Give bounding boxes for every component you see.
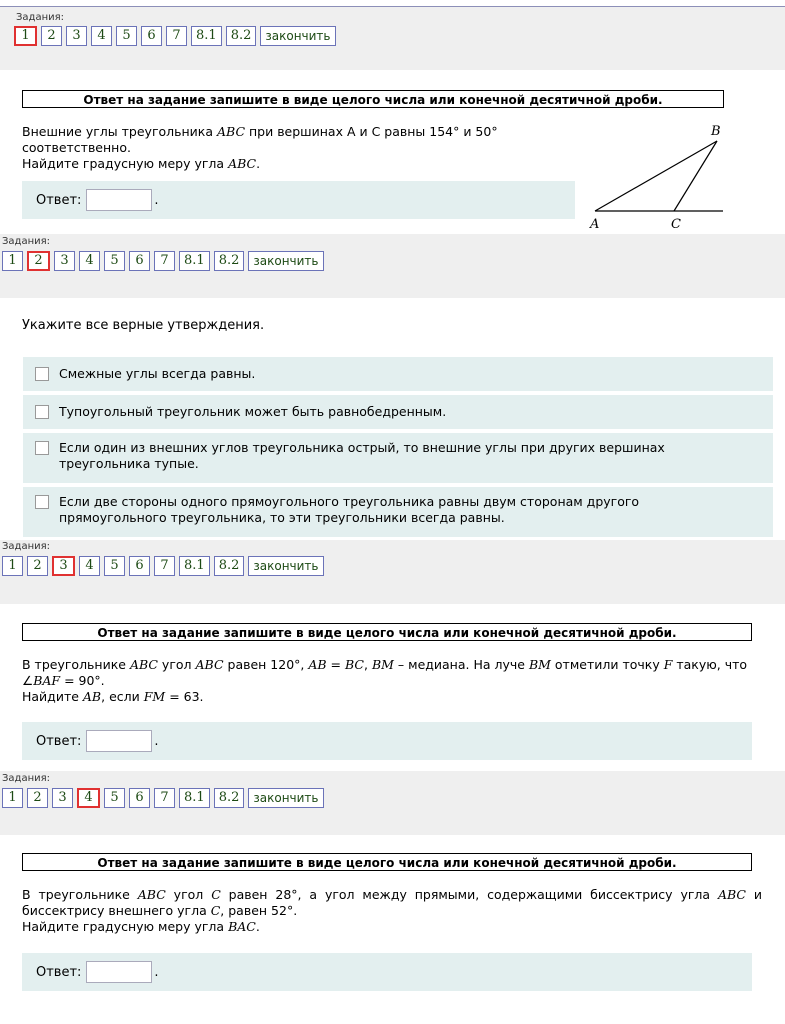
task-button-6[interactable]: 6: [129, 251, 150, 271]
option-1[interactable]: [23, 357, 773, 391]
option-4[interactable]: [23, 487, 773, 537]
task-nav-2: [0, 234, 785, 298]
nav-label: Задания:: [2, 236, 51, 247]
task-button-8-2[interactable]: 8.2: [214, 556, 245, 576]
task-nav-4: [0, 771, 785, 835]
task-button-7[interactable]: 7: [166, 26, 187, 46]
answer-box-3: [22, 722, 752, 760]
vertex-label-c: C: [671, 217, 681, 232]
task-button-5[interactable]: 5: [104, 556, 125, 576]
task-button-1[interactable]: 1: [14, 26, 37, 46]
nav-label: Задания:: [16, 12, 65, 23]
option-3[interactable]: [23, 433, 773, 483]
answer-instruction: Ответ на задание запишите в виде целого числа или конечной десятичной дроби.: [22, 623, 752, 641]
nav-label: Задания:: [2, 541, 51, 552]
answer-label: Ответ:: [36, 964, 82, 980]
task-button-8-1[interactable]: 8.1: [179, 556, 210, 576]
task-button-1[interactable]: 1: [2, 251, 23, 271]
option-1-checkbox[interactable]: [35, 367, 49, 381]
answer-input-4[interactable]: [86, 961, 152, 983]
task-button-2[interactable]: 2: [27, 251, 50, 271]
task-button-8-2[interactable]: 8.2: [226, 26, 257, 46]
option-3-label: Если один из внешних углов треугольника острый, то внешние углы при других вершинах треугольника тупые.: [59, 440, 665, 471]
answer-label: Ответ:: [36, 733, 82, 749]
task-button-4[interactable]: 4: [77, 788, 100, 808]
task-button-8-1[interactable]: 8.1: [179, 251, 210, 271]
task-button-2[interactable]: 2: [41, 26, 62, 46]
vertex-label-a: A: [590, 217, 600, 232]
task-button-4[interactable]: 4: [79, 251, 100, 271]
task-nav-3: [0, 540, 785, 604]
task-button-5[interactable]: 5: [104, 788, 125, 808]
task-button-1[interactable]: 1: [2, 788, 23, 808]
task-button-8-2[interactable]: 8.2: [214, 788, 245, 808]
option-2-label: Тупоугольный треугольник может быть равнобедренным.: [59, 404, 447, 419]
task-3-text: В треугольнике ABC угол ABC равен 120°, AB = BC, BM – медиана. На луче BM отметили точку F такую, что ∠BAF = 90°. Найдите AB, если FM = 63.: [22, 657, 748, 704]
task-button-8-1[interactable]: 8.1: [179, 788, 210, 808]
task-button-7[interactable]: 7: [154, 556, 175, 576]
task-2-question: Укажите все верные утверждения.: [22, 318, 265, 333]
divider-line: [0, 6, 785, 7]
task-button-7[interactable]: 7: [154, 251, 175, 271]
finish-button[interactable]: закончить: [248, 788, 323, 808]
triangle-figure: [585, 120, 735, 235]
nav-label: Задания:: [2, 773, 51, 784]
task-button-1[interactable]: 1: [2, 556, 23, 576]
task-button-2[interactable]: 2: [27, 556, 48, 576]
option-4-checkbox[interactable]: [35, 495, 49, 509]
task-button-6[interactable]: 6: [129, 788, 150, 808]
option-2-checkbox[interactable]: [35, 405, 49, 419]
finish-button[interactable]: закончить: [260, 26, 335, 46]
side-cb: [674, 141, 717, 211]
task-button-8-2[interactable]: 8.2: [214, 251, 245, 271]
task-1-text: Внешние углы треугольника ABC при вершинах А и С равны 154° и 50° соответственно. Найдите градусную меру угла ABC.: [22, 124, 498, 171]
task-button-6[interactable]: 6: [129, 556, 150, 576]
task-button-8-1[interactable]: 8.1: [191, 26, 222, 46]
side-ab: [595, 141, 717, 211]
task-button-6[interactable]: 6: [141, 26, 162, 46]
option-1-label: Смежные углы всегда равны.: [59, 366, 256, 381]
task-button-3[interactable]: 3: [66, 26, 87, 46]
answer-input-1[interactable]: [86, 189, 152, 211]
option-2[interactable]: [23, 395, 773, 429]
task-4-text: В треугольнике ABC угол C равен 28°, а угол между прямыми, содержащими биссектрису угла ABC и биссектрису внешнего угла C, равен 52°. Найдите градусную меру угла BAC.: [22, 887, 762, 934]
task-button-7[interactable]: 7: [154, 788, 175, 808]
task-button-3[interactable]: 3: [52, 556, 75, 576]
task-button-5[interactable]: 5: [116, 26, 137, 46]
answer-box-1: [22, 181, 575, 219]
task-button-3[interactable]: 3: [52, 788, 73, 808]
task-nav-1: [0, 6, 785, 70]
vertex-label-b: B: [711, 124, 721, 139]
task-button-4[interactable]: 4: [79, 556, 100, 576]
option-3-checkbox[interactable]: [35, 441, 49, 455]
answer-instruction: Ответ на задание запишите в виде целого числа или конечной десятичной дроби.: [22, 853, 752, 871]
answer-suffix: .: [154, 733, 159, 749]
answer-box-4: [22, 953, 752, 991]
finish-button[interactable]: закончить: [248, 556, 323, 576]
task-button-4[interactable]: 4: [91, 26, 112, 46]
answer-label: Ответ:: [36, 192, 82, 208]
answer-suffix: .: [154, 964, 159, 980]
finish-button[interactable]: закончить: [248, 251, 323, 271]
option-4-label: Если две стороны одного прямоугольного треугольника равны двум сторонам другого прямоугольного треугольника, то эти треугольники всегда равны.: [59, 494, 640, 525]
task-button-5[interactable]: 5: [104, 251, 125, 271]
answer-suffix: .: [154, 192, 159, 208]
task-button-3[interactable]: 3: [54, 251, 75, 271]
answer-instruction: Ответ на задание запишите в виде целого числа или конечной десятичной дроби.: [22, 90, 724, 108]
task-button-2[interactable]: 2: [27, 788, 48, 808]
answer-input-3[interactable]: [86, 730, 152, 752]
